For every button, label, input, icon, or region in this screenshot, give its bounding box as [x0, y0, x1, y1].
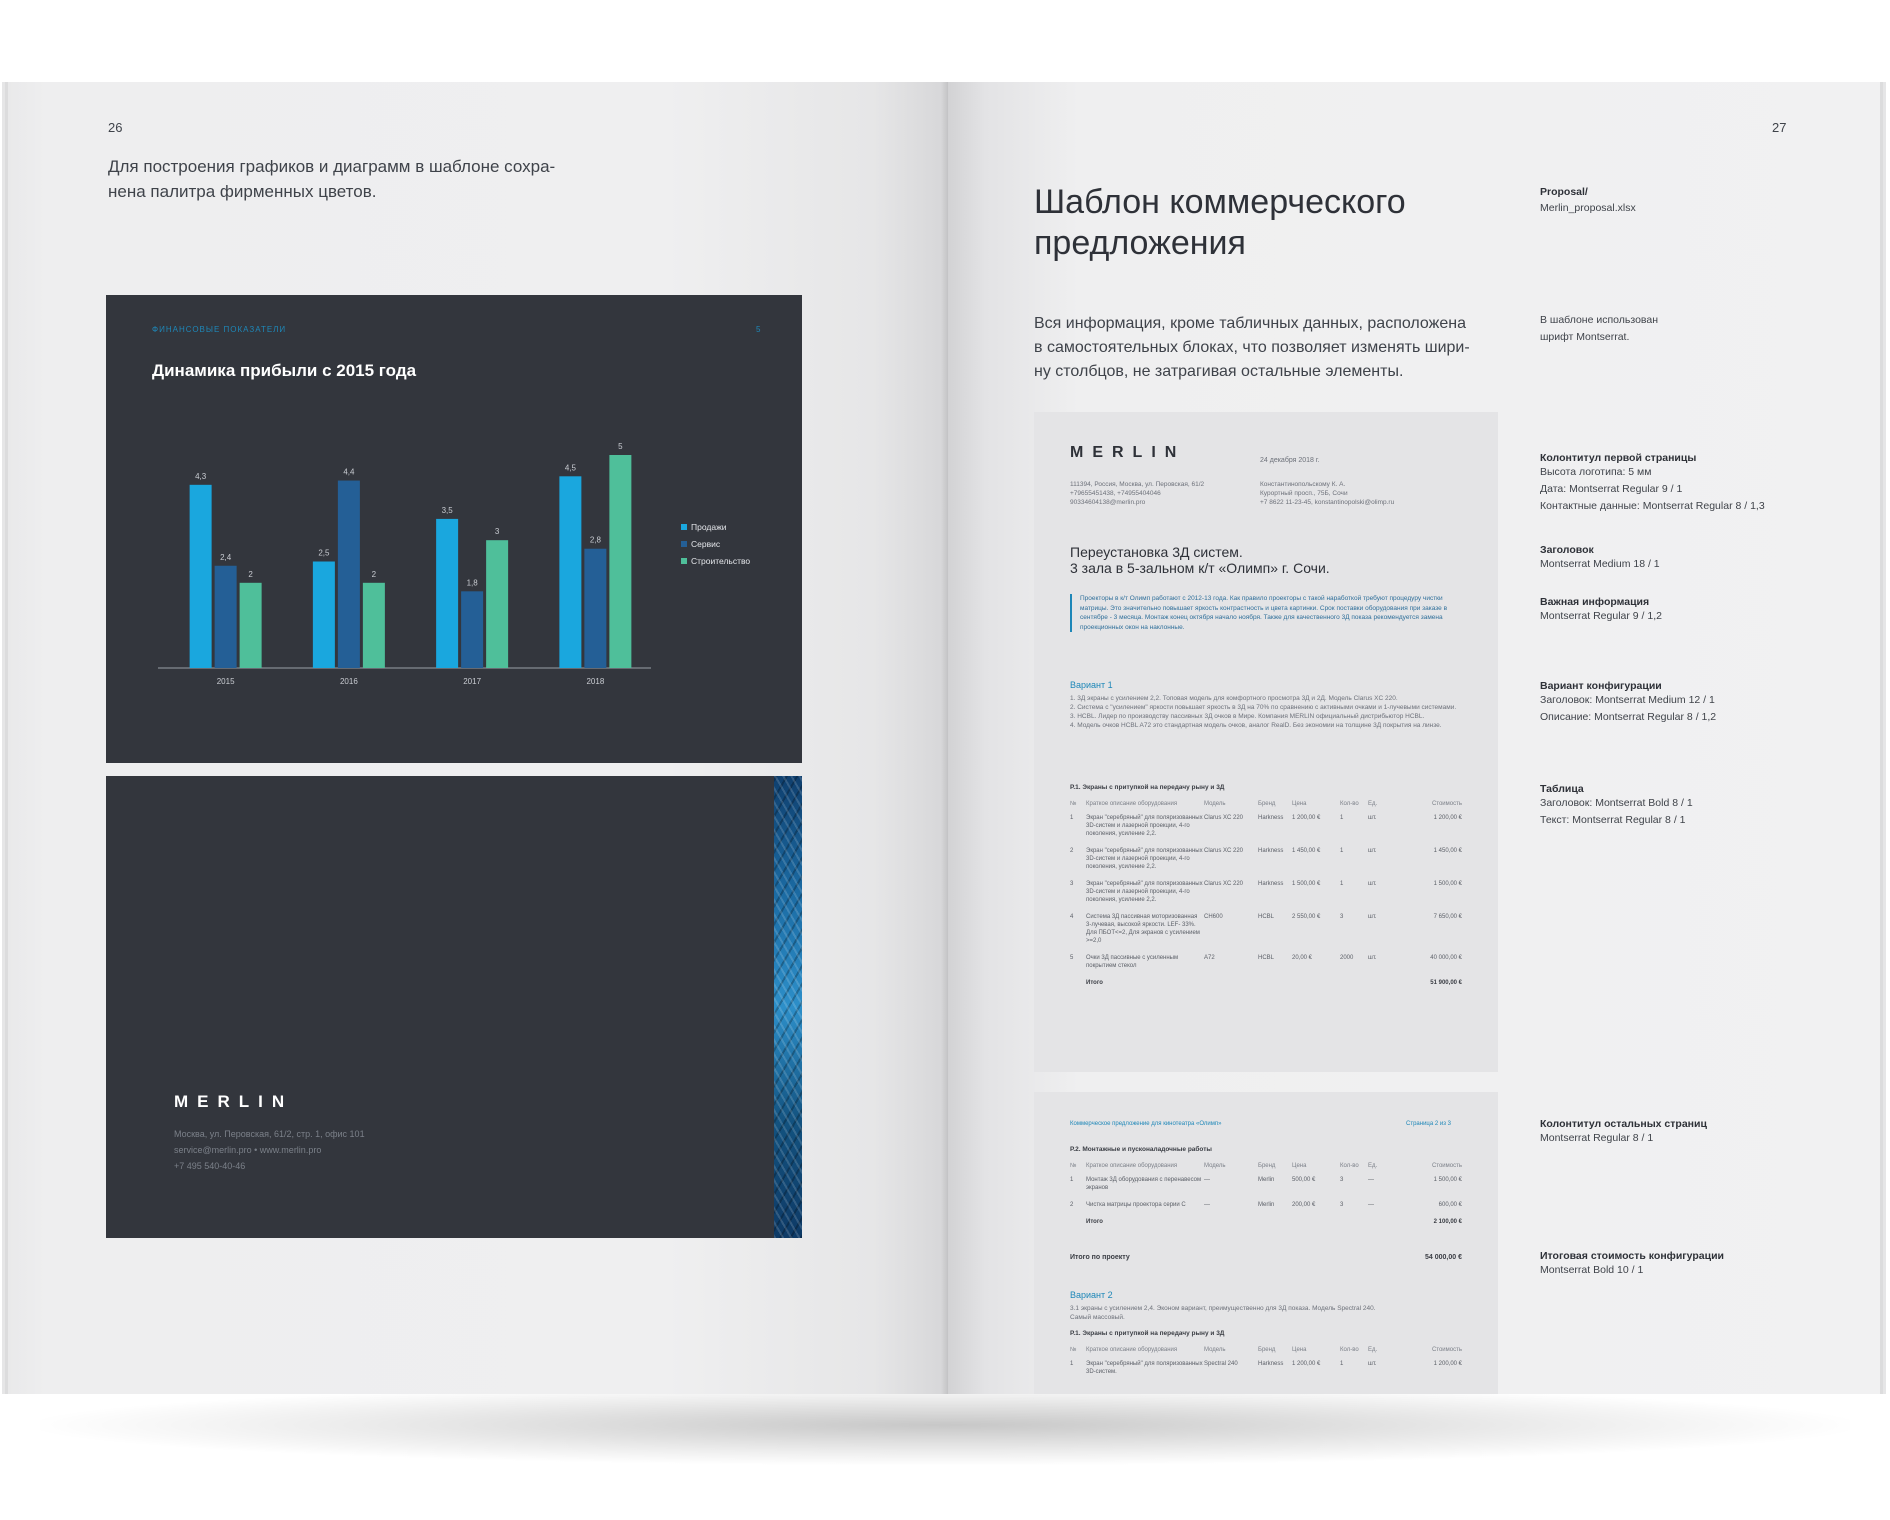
table-cell: —: [1368, 1177, 1374, 1183]
table-cell: 2 550,00 €: [1292, 914, 1321, 920]
data-label: 4,5: [564, 463, 576, 473]
table-cell: 1 200,00 €: [1433, 1361, 1462, 1367]
right-page: [948, 82, 1880, 1394]
x-tick-label: 2017: [463, 677, 482, 686]
variant-description: [1070, 1304, 1470, 1322]
spec-note: [1540, 783, 1693, 829]
spec-note: [1540, 544, 1660, 573]
header-cell: Бренд: [1258, 1347, 1276, 1353]
table-total-row: [1070, 1218, 1462, 1226]
table-cell: Harkness: [1258, 815, 1284, 821]
data-label: 2,8: [589, 535, 601, 545]
variant-line: 2. Система с "усилением" яркости повышает яркость в 3Д на 70% по сравнению с активными очками и 1-лучевыми системами.: [1070, 704, 1457, 711]
header-cell: №: [1070, 801, 1077, 807]
sender-line: +79655451438, +74955404046: [1070, 490, 1161, 497]
table-cell: шт.: [1368, 1361, 1377, 1367]
table-cell: 1: [1340, 881, 1344, 887]
header-cell: Цена: [1292, 1163, 1307, 1169]
table-cell: Spectral 240: [1204, 1361, 1238, 1367]
data-label: 2,4: [220, 552, 232, 562]
table-cell: 1 200,00 €: [1292, 815, 1321, 821]
data-label: 3,5: [441, 505, 453, 515]
table-cell: Очки 3Д пассивные с усиленным покрытием стекол: [1086, 955, 1179, 969]
legend-swatch: [681, 558, 687, 564]
spec-note-line: Montserrat Bold 10 / 1: [1540, 1264, 1644, 1276]
table-cell: 4: [1070, 914, 1074, 920]
recipient-line: Курортный просп., 75Б, Сочи: [1260, 490, 1348, 497]
total-label: Итого: [1086, 980, 1103, 986]
lead-line: в самостоятельных блоках, что позволяет изменять шири-: [1034, 339, 1470, 356]
doc-heading-line: Переустановка 3Д систем.: [1070, 544, 1243, 560]
spec-note-title: Итоговая стоимость конфигурации: [1540, 1250, 1724, 1262]
data-label: 2: [371, 569, 377, 579]
lead-text: [1034, 312, 1514, 384]
variant-line: 4. Модель очков HCBL A72 это стандартная модель очков, аналог RealD. Без экономии на толщине 3Д покрытия на линзе.: [1070, 722, 1442, 729]
spec-note-line: Montserrat Regular 8 / 1: [1540, 1132, 1654, 1144]
table-cell: 1 500,00 €: [1433, 1177, 1462, 1183]
variant-line: 3.1 экраны с усилением 2,4. Эконом вариант, преимущественно для 3Д показа. Модель Spectral 240.: [1070, 1305, 1376, 1312]
works-table: [1070, 1162, 1462, 1226]
legend-swatch: [681, 524, 687, 530]
table-row: [1070, 880, 1462, 913]
doc-heading-line: 3 зала в 5-зальном к/т «Олимп» г. Сочи.: [1070, 560, 1330, 576]
data-label: 3: [494, 527, 500, 537]
email-site: service@merlin.pro • www.merlin.pro: [174, 1145, 322, 1155]
table-cell: 1: [1340, 1361, 1344, 1367]
data-label: 2: [248, 569, 253, 579]
chart-slide: [106, 295, 802, 763]
total-value: 51 900,00 €: [1430, 980, 1462, 986]
spec-note-line: Текст: Montserrat Regular 8 / 1: [1540, 814, 1686, 826]
table-cell: 1: [1070, 1361, 1074, 1367]
lead-line: ну столбцов, не затрагивая остальные элементы.: [1034, 363, 1404, 380]
variant-title: Вариант 1: [1070, 680, 1113, 690]
variant-title: Вариант 2: [1070, 1290, 1113, 1300]
font-note-line: В шаблоне использован: [1540, 314, 1659, 326]
spec-note-line: Контактные данные: Montserrat Regular 8 / 1,3: [1540, 500, 1765, 512]
spec-note: [1540, 596, 1662, 625]
table-cell: Clarus XC 220: [1204, 881, 1244, 887]
table-cell: Clarus XC 220: [1204, 815, 1244, 821]
logo-text: MERLIN: [174, 1092, 294, 1111]
table-cell: —: [1204, 1177, 1210, 1183]
table-row: [1070, 1360, 1462, 1385]
table-cell: HCBL: [1258, 955, 1275, 961]
table-cell: Merlin: [1258, 1177, 1275, 1183]
project-total: [1070, 1254, 1462, 1261]
header-cell: Кол-во: [1340, 1347, 1359, 1353]
table-cell: 1: [1340, 815, 1344, 821]
table-cell: Монтаж 3Д оборудования с перенавесом экранов: [1086, 1177, 1202, 1191]
spec-note-title: Колонтитул первой страницы: [1540, 452, 1697, 464]
table-cell: шт.: [1368, 914, 1377, 920]
table-cell: 600,00 €: [1438, 1202, 1462, 1208]
font-note-line: шрифт Montserrat.: [1540, 331, 1630, 343]
table-header-row: [1070, 800, 1462, 814]
spec-note-title: Заголовок: [1540, 544, 1594, 556]
slide-kicker: ФИНАНСОВЫЕ ПОКАЗАТЕЛИ: [152, 325, 287, 334]
table-cell: 3: [1070, 881, 1074, 887]
intro-line: Для построения графиков и диаграмм в шаблоне сохра-: [108, 157, 556, 176]
legend-label: Строительство: [691, 556, 751, 566]
table-cell: Система 3Д пассивная моторизованная 3-лучевая, высокой яркости. LEF- 33%. Для ПБОТ<=2, Для экранов с усилением >=2,0: [1086, 914, 1200, 944]
spec-note-line: Montserrat Regular 9 / 1,2: [1540, 610, 1662, 622]
table-cell: —: [1368, 1202, 1374, 1208]
header-cell: Кол-во: [1340, 801, 1359, 807]
table-cell: 1 500,00 €: [1433, 881, 1462, 887]
table-cell: —: [1204, 1202, 1210, 1208]
bar: [240, 583, 262, 668]
header-cell: Ед.: [1368, 1163, 1378, 1169]
table-title: Р.1. Экраны с притупкой на передачу рыну и 3Д: [1070, 1330, 1225, 1337]
bar: [190, 485, 212, 668]
title-line: предложения: [1034, 224, 1246, 262]
table-cell: 20,00 €: [1292, 955, 1313, 961]
left-page: [8, 82, 948, 1394]
table-row: [1070, 1201, 1462, 1218]
doc-logo: MERLIN: [1070, 444, 1186, 461]
spec-note: [1540, 452, 1765, 515]
legend-swatch: [681, 541, 687, 547]
table-cell: шт.: [1368, 848, 1377, 854]
decorative-pattern: [774, 776, 802, 1238]
x-tick-label: 2015: [216, 677, 235, 686]
table-title: Р.1. Экраны с притупкой на передачу рыну и 3Д: [1070, 784, 1225, 791]
table-cell: Чистка матрицы проектора серии C: [1086, 1202, 1186, 1208]
table-title: Р.2. Монтажные и пусконаладочные работы: [1070, 1146, 1212, 1153]
table-cell: 1: [1070, 1177, 1074, 1183]
phone: +7 495 540-40-46: [174, 1161, 246, 1171]
recipient-line: +7 8622 11-23-45, konstantinopolski@olimp.ru: [1260, 499, 1395, 506]
header-cell: Краткое описание оборудования: [1086, 1347, 1178, 1353]
spec-note-line: Montserrat Medium 18 / 1: [1540, 558, 1660, 570]
variant-line: 3. HCBL. Лидер по производству пассивных 3Д очков в Мире. Компания MERLIN официальный дистрибьютор HCBL.: [1070, 713, 1425, 720]
header-cell: Бренд: [1258, 801, 1276, 807]
variant-line: 1. 3Д экраны с усилением 2,2. Топовая модель для комфортного просмотра 3Д и 2Д. Модель Clarus XC 220.: [1070, 695, 1398, 702]
spec-note-line: Заголовок: Montserrat Bold 8 / 1: [1540, 797, 1693, 809]
screens-table: [1070, 1346, 1462, 1385]
bar-chart: [106, 295, 802, 763]
table-cell: 5: [1070, 955, 1074, 961]
font-note: [1540, 312, 1658, 346]
project-total-label: Итого по проекту: [1070, 1254, 1130, 1261]
spec-note-line: Заголовок: Montserrat Medium 12 / 1: [1540, 694, 1715, 706]
data-label: 1,8: [466, 578, 478, 588]
file-reference: [1540, 186, 1636, 217]
header-cell: Модель: [1204, 801, 1226, 807]
file-folder: Proposal/: [1540, 186, 1588, 198]
header-cell: Бренд: [1258, 1163, 1276, 1169]
doc-heading: [1070, 544, 1330, 576]
page-counter: Страница 2 из 3: [1406, 1121, 1451, 1127]
intro-line: нена палитра фирменных цветов.: [108, 182, 377, 201]
spec-note-line: Высота логотипа: 5 мм: [1540, 466, 1652, 478]
header-cell: Стоимость: [1431, 801, 1462, 807]
bar: [559, 476, 581, 668]
table-cell: Экран "серебряный" для поляризованных 3D-систем и лазерной проекции, 4-го поколения, усиление 2,2.: [1086, 815, 1203, 837]
proposal-page-1: [1034, 412, 1498, 1072]
table-cell: 1 450,00 €: [1433, 848, 1462, 854]
table-cell: Harkness: [1258, 1361, 1284, 1367]
table-row: [1070, 1176, 1462, 1201]
header-cell: Ед.: [1368, 801, 1378, 807]
merlin-logo: [174, 1092, 293, 1112]
bar: [486, 540, 508, 668]
table-cell: шт.: [1368, 955, 1377, 961]
header-cell: №: [1070, 1347, 1077, 1353]
spec-note: [1540, 1118, 1707, 1147]
table-row: [1070, 847, 1462, 880]
spec-note-title: Колонтитул остальных страниц: [1540, 1118, 1707, 1130]
table-total-row: [1070, 979, 1462, 987]
table-cell: 1 500,00 €: [1292, 881, 1321, 887]
spec-note-line: Описание: Montserrat Regular 8 / 1,2: [1540, 711, 1717, 723]
cover-slide: [106, 776, 802, 1238]
bar: [436, 519, 458, 668]
lead-line: Вся информация, кроме табличных данных, расположена: [1034, 315, 1466, 332]
header-cell: Кол-во: [1340, 1163, 1359, 1169]
table-cell: 3: [1340, 1177, 1344, 1183]
table-cell: Merlin: [1258, 1202, 1275, 1208]
table-row: [1070, 913, 1462, 954]
recipient-contacts: [1260, 480, 1460, 507]
table-cell: Экран "серебряный" для поляризованных 3D-систем и лазерной проекции, 4-го поколения, усиление 2,2.: [1086, 848, 1203, 870]
variant-description: [1070, 694, 1470, 730]
page-number: 27: [1772, 120, 1787, 135]
doc-date: 24 декабря 2018 г.: [1260, 457, 1320, 464]
bar: [215, 566, 237, 668]
proposal-page-2: [1034, 1092, 1498, 1394]
table-header-row: [1070, 1346, 1462, 1360]
spec-note: [1540, 1250, 1724, 1279]
spec-note: [1540, 680, 1716, 726]
sender-contacts: [1070, 480, 1240, 507]
table-cell: 3: [1340, 1202, 1344, 1208]
recipient-line: Константинопольскому К. А.: [1260, 481, 1346, 488]
cover-contacts: [174, 1126, 365, 1174]
intro-text: [108, 154, 628, 204]
table-cell: Harkness: [1258, 848, 1284, 854]
bar: [609, 455, 631, 668]
address: Москва, ул. Перовская, 61/2, стр. 1, офис 101: [174, 1129, 365, 1139]
table-cell: 1 200,00 €: [1433, 815, 1462, 821]
running-header: Коммерческое предложение для кинотеатра «Олимп»: [1070, 1121, 1222, 1127]
table-cell: Clarus XC 220: [1204, 848, 1244, 854]
sender-line: 111394, Россия, Москва, ул. Перовская, 61/2: [1070, 481, 1205, 488]
header-cell: Модель: [1204, 1347, 1226, 1353]
data-label: 2,5: [318, 548, 330, 558]
page-title: [1034, 182, 1406, 264]
table-row: [1070, 814, 1462, 847]
table-row: [1070, 954, 1462, 979]
total-label: Итого: [1086, 1219, 1103, 1225]
table-cell: 1 200,00 €: [1292, 1361, 1321, 1367]
book-shadow: [40, 1385, 1850, 1465]
bar: [363, 583, 385, 668]
table-cell: CH600: [1204, 914, 1223, 920]
data-label: 4,4: [343, 467, 355, 477]
table-cell: 200,00 €: [1292, 1202, 1316, 1208]
legend-label: Сервис: [691, 539, 721, 549]
x-tick-label: 2016: [339, 677, 358, 686]
header-cell: Стоимость: [1431, 1347, 1462, 1353]
header-cell: Ед.: [1368, 1347, 1378, 1353]
table-cell: 3: [1340, 914, 1344, 920]
bar: [461, 591, 483, 668]
table-cell: 7 650,00 €: [1433, 914, 1462, 920]
chart-title: Динамика прибыли с 2015 года: [152, 361, 417, 380]
bar: [313, 562, 335, 669]
table-cell: A72: [1204, 955, 1215, 961]
bar: [338, 481, 360, 668]
spec-note-title: Таблица: [1540, 783, 1584, 795]
table-cell: Harkness: [1258, 881, 1284, 887]
bar: [584, 549, 606, 668]
variant-line: Самый массовый.: [1070, 1314, 1125, 1321]
header-cell: Стоимость: [1431, 1163, 1462, 1169]
sender-line: 90334604138@merlin.pro: [1070, 499, 1146, 506]
header-cell: Цена: [1292, 801, 1307, 807]
spec-note-title: Важная информация: [1540, 596, 1650, 608]
project-total-value: 54 000,00 €: [1425, 1254, 1462, 1261]
spec-note-title: Вариант конфигурации: [1540, 680, 1662, 692]
page-number: 26: [108, 120, 123, 135]
table-header-row: [1070, 1162, 1462, 1176]
table-cell: 1 450,00 €: [1292, 848, 1321, 854]
header-cell: Модель: [1204, 1163, 1226, 1169]
legend-label: Продажи: [691, 522, 727, 532]
header-cell: Краткое описание оборудования: [1086, 801, 1178, 807]
table-cell: 500,00 €: [1292, 1177, 1316, 1183]
x-tick-label: 2018: [586, 677, 605, 686]
data-label: 4,3: [195, 471, 207, 481]
table-cell: 40 000,00 €: [1430, 955, 1462, 961]
header-cell: Краткое описание оборудования: [1086, 1163, 1178, 1169]
total-value: 2 100,00 €: [1433, 1219, 1462, 1225]
title-line: Шаблон коммерческого: [1034, 183, 1406, 221]
important-info: Проекторы в к/т Олимп работают с 2012-13 года. Как правило проекторы с такой наработкой требуют процедуру чистки матрицы. Это значительно повышает яркость контрастность и цвета картинки. Срок поставки оборудования при заказе в сентябре - 3 месяца. Монтаж конец октября начало ноября. Также для качественного 3Д показа рекомендуется замена проекционных окон на наклонные.: [1070, 594, 1460, 632]
table-cell: 2: [1070, 1202, 1074, 1208]
table-cell: 1: [1340, 848, 1344, 854]
table-cell: шт.: [1368, 815, 1377, 821]
table-cell: HCBL: [1258, 914, 1275, 920]
header-cell: №: [1070, 1163, 1077, 1169]
header-cell: Цена: [1292, 1347, 1307, 1353]
equipment-table: [1070, 800, 1462, 987]
slide-number: 5: [756, 325, 762, 334]
table-cell: Экран "серебряный" для поляризованных 3D-систем и лазерной проекции, 4-го поколения, усиление 2,2.: [1086, 881, 1203, 903]
data-label: 5: [618, 442, 623, 451]
table-cell: шт.: [1368, 881, 1377, 887]
table-cell: 2: [1070, 848, 1074, 854]
table-cell: 2000: [1340, 955, 1354, 961]
table-cell: Экран "серебряный" для поляризованных 3D-систем.: [1086, 1361, 1203, 1375]
table-cell: 1: [1070, 815, 1074, 821]
file-name: Merlin_proposal.xlsx: [1540, 202, 1636, 214]
spec-note-line: Дата: Montserrat Regular 9 / 1: [1540, 483, 1683, 495]
